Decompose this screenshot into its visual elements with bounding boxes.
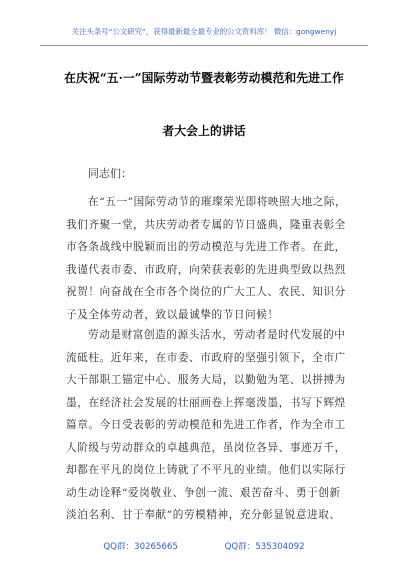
paragraph-line: 我们齐聚一堂，共庆劳动者专属的节日盛典，隆重表彰全	[66, 218, 346, 231]
document-title-line-1: 在庆祝“五·一”国际劳动节暨表彰劳动模范和先进工作	[64, 71, 344, 85]
salutation: 同志们：	[88, 167, 132, 180]
header-banner[interactable]: 关注头条号“公文研究”，获得最新最全最专业的公文资料库！ 微信：gongwenyj	[71, 27, 337, 36]
footer-contact	[0, 540, 408, 552]
paragraph-line: 墨，在经济社会发展的壮丽画卷上挥毫泼墨，书写下辉煌	[66, 396, 346, 409]
paragraph-line: 祝贺！向奋战在全市各个岗位的广大工人、农民、知识分	[66, 286, 346, 298]
paragraph-line: 人阶级与劳动群众的卓越典范，虽岗位各异、事迹万千，	[66, 441, 346, 454]
paragraph-2	[66, 324, 366, 527]
footer-qq-group-1[interactable]: QQ群：30265665	[103, 542, 178, 552]
paragraph-line: 我谨代表市委、市政府，向荣获表彰的先进典型致以热烈	[66, 263, 346, 276]
paragraph-1	[66, 191, 366, 326]
paragraph-line: 市各条战线中脱颖而出的劳动模范与先进工作者。在此，	[66, 241, 346, 253]
paragraph-line: 劳动是财富创造的源头活水，劳动者是时代发展的中	[88, 329, 346, 341]
paragraph-line: 篇章。今日受表彰的劳动模范和先进工作者，作为全市工	[66, 419, 346, 431]
paragraph-line: 流砥柱。近年来，在市委、市政府的坚强引领下，全市广	[66, 351, 346, 364]
paragraph-line: 却都在平凡的岗位上铸就了不平凡的业绩。他们以实际行	[66, 464, 346, 476]
paragraph-line: 淡泊名利、甘于奉献”的劳模精神，充分彰显锐意进取、	[66, 509, 341, 521]
paragraph-line: 动生动诠释“爱岗敬业、争创一流、艰苦奋斗、勇于创新	[66, 486, 341, 499]
footer-qq-group-2[interactable]: QQ群：535304092	[224, 542, 305, 552]
document-title-line-2: 者大会上的讲话	[162, 124, 246, 138]
paragraph-line: 大干部职工锚定中心、服务大局，以勤勉为笔、以拼搏为	[66, 374, 346, 386]
header-divider	[40, 45, 368, 46]
paragraph-line: 在“五一”国际劳动节的璀璨荣光即将映照大地之际，	[88, 196, 347, 208]
paragraph-line: 子及全体劳动者，致以最诚挚的节日问候！	[66, 308, 279, 321]
